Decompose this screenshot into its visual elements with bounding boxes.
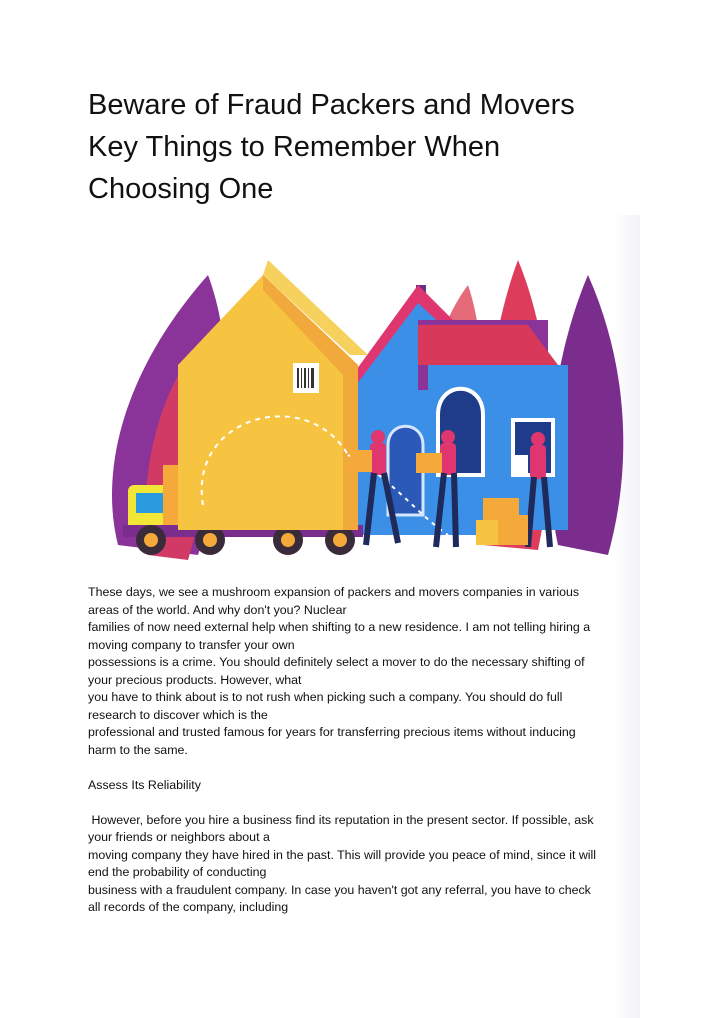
article-body: [88, 584, 643, 917]
title-line: Beware of Fraud Packers and Movers: [88, 89, 575, 121]
section-line: However, before you hire a business find its reputation in the present sector. If possible, ask: [88, 812, 594, 827]
title-line: Key Things to Remember When: [88, 131, 501, 163]
paragraph-gap: [88, 794, 643, 812]
intro-line: areas of the world. And why don't you? Nuclear: [88, 602, 347, 617]
section-line: end the probability of conducting: [88, 865, 267, 879]
intro-line: you have to think about is to not rush when picking such a company. You should do full: [88, 690, 563, 704]
document-title: [88, 84, 648, 210]
intro-line: possessions is a crime. You should definitely select a mover to do the necessary shifting of: [88, 655, 585, 669]
intro-line: research to discover which is the: [88, 707, 268, 722]
intro-line: professional and trusted famous for years for transferring precious items without inducing: [88, 725, 576, 739]
intro-line: families of now need external help when shifting to a new residence. I am not telling hiring a: [88, 620, 591, 634]
intro-line: harm to the same.: [88, 742, 188, 757]
section-line: moving company they have hired in the past. This will provide you peace of mind, since it will: [88, 847, 597, 862]
title-line: Choosing One: [88, 173, 274, 205]
paragraph-gap: [88, 759, 643, 777]
section-line: your friends or neighbors about a: [88, 830, 270, 844]
intro-line: your precious products. However, what: [88, 672, 302, 687]
section-heading: Assess Its Reliability: [88, 777, 201, 792]
section-line: business with a fraudulent company. In case you haven't got any referral, you have to check: [88, 882, 591, 897]
intro-line: These days, we see a mushroom expansion of packers and movers companies in various: [88, 585, 580, 599]
intro-line: moving company to transfer your own: [88, 637, 295, 652]
section-line: all records of the company, including: [88, 900, 289, 914]
movers-illustration: [88, 215, 632, 575]
